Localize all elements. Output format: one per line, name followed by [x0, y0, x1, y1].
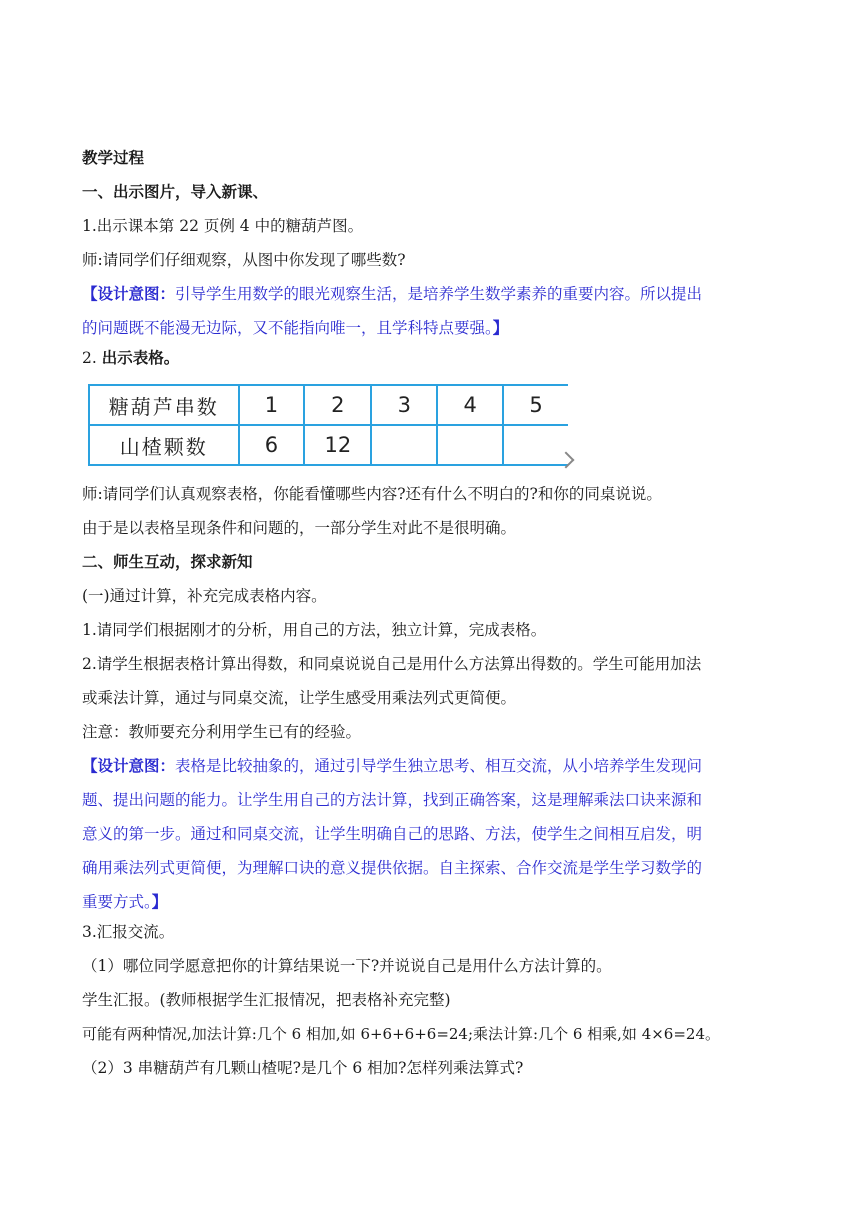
- design2-line2: 题、提出问题的能力。让学生用自己的方法计算，找到正确答案，这是理解乘法口诀来源和: [82, 791, 703, 809]
- heading: 教学过程: [82, 148, 145, 167]
- section2-title: 二、师生互动，探求新知: [82, 552, 253, 571]
- s1-item2-num: 2.: [82, 349, 97, 367]
- s2-item3: 3.汇报交流。: [82, 923, 175, 941]
- s2-cases: 可能有两种情况,加法计算:几个 6 相加,如 6+6+6+6=24;乘法计算:几个 6 相乘,如 4×6=24。: [82, 1025, 721, 1043]
- s2-sub1: (一)通过计算，补充完成表格内容。: [82, 587, 327, 605]
- s2-item1: 1.请同学们根据刚才的分析，用自己的方法，独立计算，完成表格。: [82, 621, 547, 639]
- design-intent-1: [82, 277, 782, 345]
- row2-cell: 6: [239, 425, 305, 465]
- s2-item2-line1: 2.请学生根据表格计算出得数，和同桌说说自己是用什么方法算出得数的。学生可能用加法: [82, 655, 702, 673]
- s1-item2: [82, 348, 782, 382]
- candied-haws-table-image: [82, 384, 568, 470]
- section1-title: 一、出示图片，导入新课、: [82, 182, 269, 201]
- s1-teacher-question: 师:请同学们仔细观察，从图中你发现了哪些数?: [82, 251, 406, 269]
- design2-line1: 表格是比较抽象的，通过引导学生独立思考、相互交流，从小培养学生发现问: [175, 757, 703, 775]
- s2-report: 学生汇报。(教师根据学生汇报情况，把表格补充完整): [82, 991, 451, 1009]
- s2-question1: （1）哪位同学愿意把你的计算结果说一下?并说说自己是用什么方法计算的。: [82, 957, 612, 975]
- design1-line2: 的问题既不能漫无边际，又不能指向唯一，且学科特点要强。: [82, 319, 493, 337]
- design1-close: 】: [492, 318, 509, 337]
- s2-question2: （2）3 串糖葫芦有几颗山楂呢?是几个 6 相加?怎样列乘法算式?: [82, 1059, 524, 1077]
- design2-tag: 【设计意图：: [82, 756, 176, 775]
- s1-teacher-table: 师:请同学们认真观察表格，你能看懂哪些内容?还有什么不明白的?和你的同桌说说。: [82, 485, 662, 503]
- s2-attention: 注意：教师要充分利用学生已有的经验。: [82, 723, 362, 741]
- design1-line1: 引导学生用数学的眼光观察生活，是培养学生数学素养的重要内容。所以提出: [175, 285, 703, 303]
- row1-cell: 5: [503, 385, 568, 425]
- table-row: [89, 385, 568, 425]
- row2-label: 山楂颗数: [89, 425, 239, 465]
- data-table: [88, 384, 568, 466]
- design2-line4: 确用乘法列式更简便，为理解口诀的意义提供依据。自主探索、合作交流是学生学习数学的: [82, 859, 703, 877]
- s1-item2-text: 出示表格。: [101, 348, 180, 367]
- design1-tag: 【设计意图：: [82, 284, 176, 303]
- s1-item1: 1.出示课本第 22 页例 4 中的糖葫芦图。: [82, 217, 364, 235]
- design2-close: 】: [151, 892, 168, 911]
- row1-label: 糖葫芦串数: [89, 385, 239, 425]
- row1-cell: 1: [239, 385, 305, 425]
- row1-cell: 4: [437, 385, 503, 425]
- design2-line3: 意义的第一步。通过和同桌交流，让学生明确自己的思路、方法，使学生之间相互启发，明: [82, 825, 703, 843]
- design-intent-2: [82, 749, 782, 919]
- design2-line5: 重要方式。: [82, 893, 152, 911]
- row1-cell: 2: [304, 385, 371, 425]
- row1-cell: 3: [371, 385, 437, 425]
- row2-cell: [371, 425, 437, 465]
- table-row: [89, 425, 568, 465]
- s2-item2-line2: 或乘法计算，通过与同桌交流，让学生感受用乘法列式更简便。: [82, 689, 517, 707]
- document-page: [82, 148, 782, 1092]
- row2-cell: 12: [304, 425, 371, 465]
- s1-note: 由于是以表格呈现条件和问题的，一部分学生对此不是很明确。: [82, 519, 517, 537]
- row2-cell: [437, 425, 503, 465]
